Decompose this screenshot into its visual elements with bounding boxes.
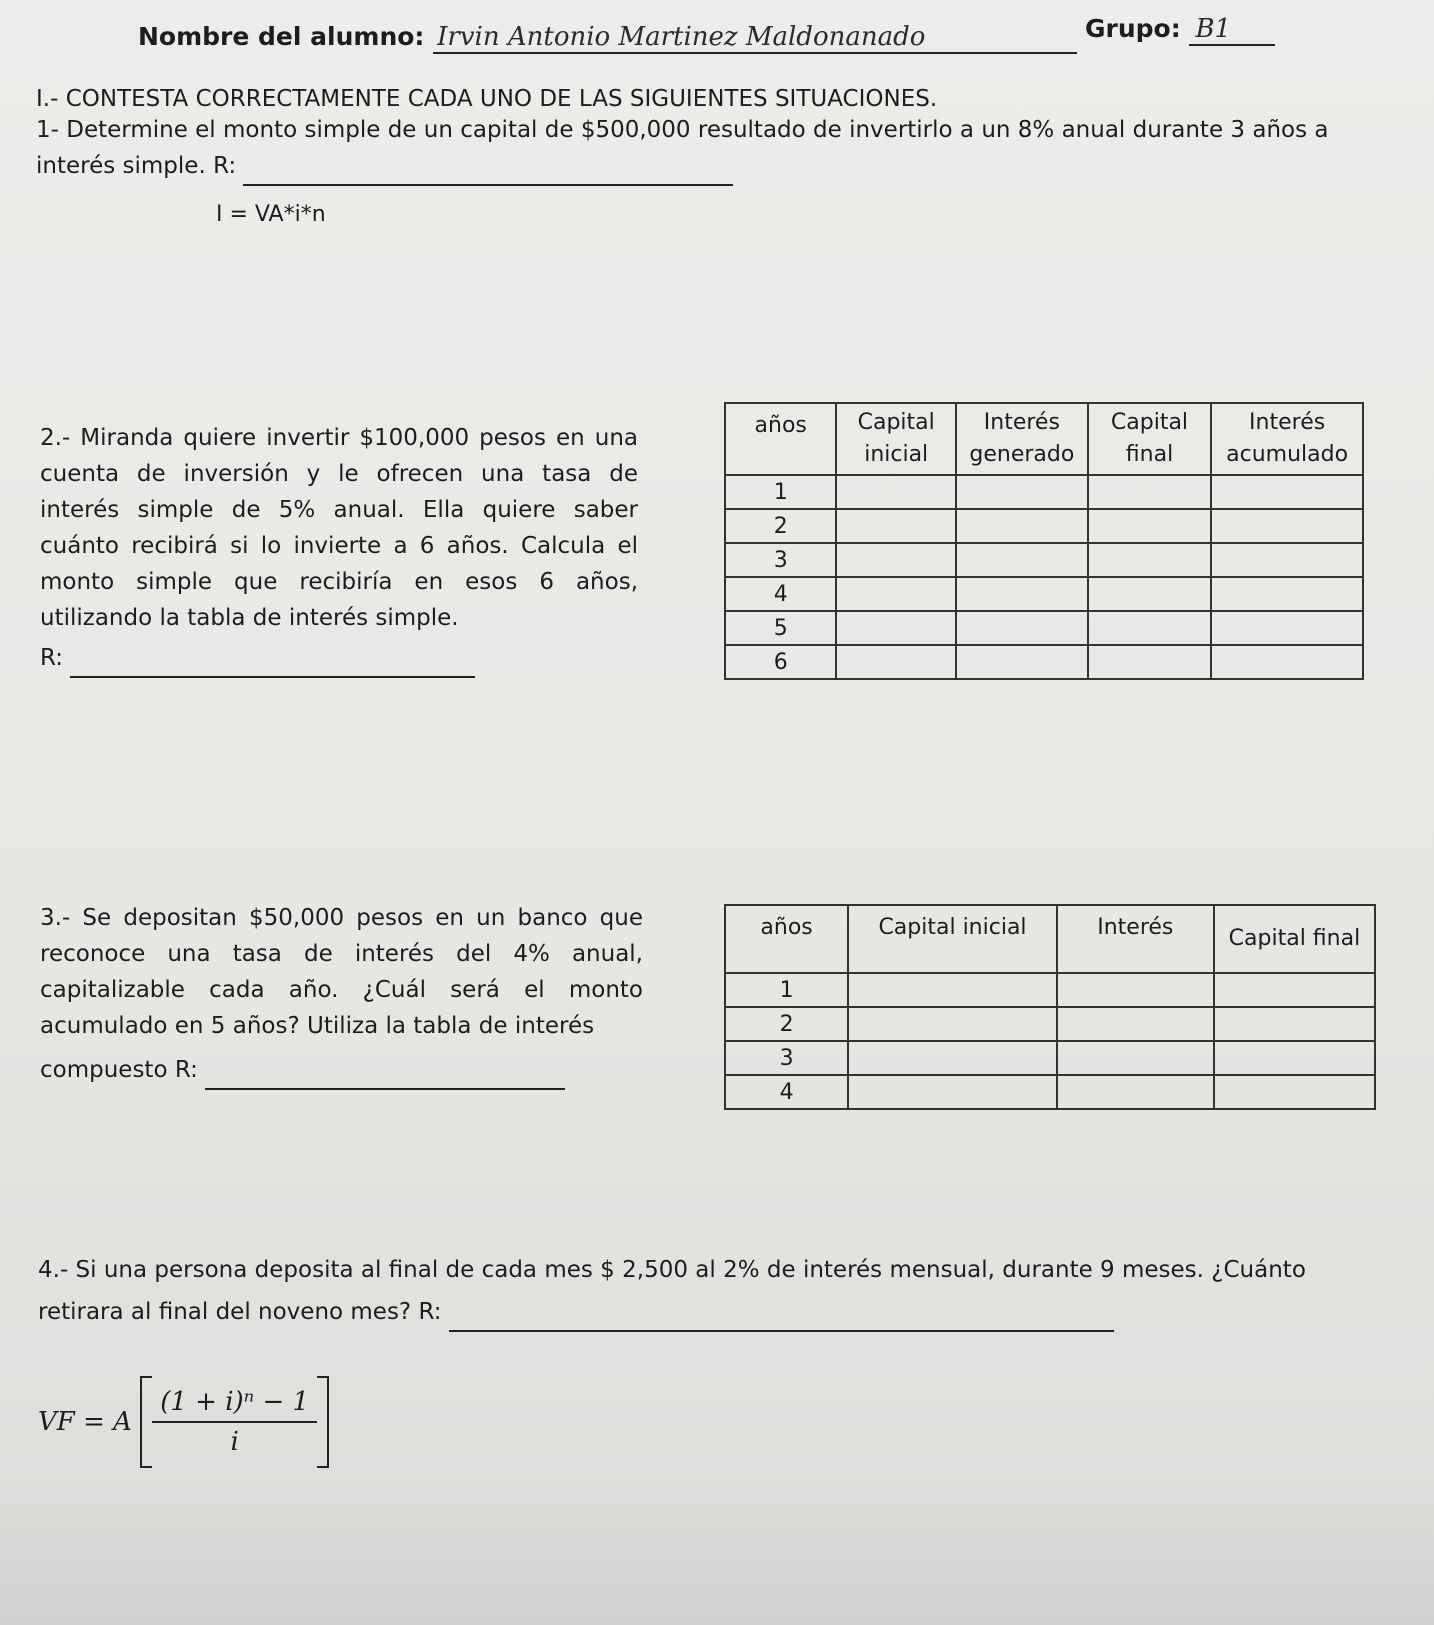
year-cell: 4 [725, 577, 836, 611]
input-cell[interactable] [1214, 1041, 1375, 1075]
input-cell[interactable] [956, 509, 1088, 543]
compound-interest-table [724, 904, 1376, 1110]
question-1-line1: 1- Determine el monto simple de un capital de $500,000 resultado de invertirlo a un 8% anual durante 3 años a [36, 117, 1329, 143]
question-3-last: compuesto R: [40, 1057, 198, 1083]
section-title: I.- CONTESTA CORRECTAMENTE CADA UNO DE LAS SIGUIENTES SITUACIONES. [36, 86, 938, 112]
question-1 [36, 112, 1406, 186]
input-cell[interactable] [1211, 475, 1363, 509]
input-cell[interactable] [1057, 1007, 1214, 1041]
input-cell[interactable] [848, 973, 1057, 1007]
col-anos: años [725, 905, 848, 973]
formula-numerator: (1 + i)ⁿ − 1 [152, 1387, 317, 1423]
input-cell[interactable] [1211, 611, 1363, 645]
input-cell[interactable] [1214, 1007, 1375, 1041]
table-row [725, 1007, 1375, 1041]
table-row [725, 1041, 1375, 1075]
table-header-row [725, 905, 1375, 973]
answer-4-field[interactable] [449, 1294, 1114, 1332]
col-interes-generado: Interés generado [956, 403, 1088, 475]
table-row [725, 543, 1363, 577]
left-bracket [140, 1376, 152, 1468]
answer-2-label: R: [40, 645, 64, 671]
table-row [725, 475, 1363, 509]
group-row [1085, 14, 1275, 46]
input-cell[interactable] [956, 577, 1088, 611]
question-4 [38, 1252, 1418, 1332]
year-cell: 5 [725, 611, 836, 645]
student-name-label: Nombre del alumno: [138, 22, 425, 51]
table-row [725, 1075, 1375, 1109]
input-cell[interactable] [836, 645, 956, 679]
input-cell[interactable] [956, 611, 1088, 645]
input-cell[interactable] [1088, 543, 1212, 577]
col-anos: años [725, 403, 836, 475]
year-cell: 1 [725, 475, 836, 509]
answer-3-field[interactable] [205, 1052, 565, 1090]
formula-simple-interest: I = VA*i*n [216, 202, 326, 227]
answer-1-field[interactable] [243, 148, 733, 186]
input-cell[interactable] [1214, 973, 1375, 1007]
col-interes: Interés [1057, 905, 1214, 973]
input-cell[interactable] [1211, 509, 1363, 543]
input-cell[interactable] [836, 475, 956, 509]
input-cell[interactable] [848, 1041, 1057, 1075]
input-cell[interactable] [1057, 1075, 1214, 1109]
col-interes-acumulado: Interés acumulado [1211, 403, 1363, 475]
input-cell[interactable] [1211, 577, 1363, 611]
formula-lhs: VF = A [38, 1407, 132, 1437]
answer-2-field[interactable] [70, 640, 475, 678]
year-cell: 4 [725, 1075, 848, 1109]
input-cell[interactable] [1211, 645, 1363, 679]
student-name-row [138, 22, 1077, 54]
formula-fraction [152, 1387, 317, 1457]
table-header-row [725, 403, 1363, 475]
input-cell[interactable] [848, 1075, 1057, 1109]
question-1-line2: interés simple. R: [36, 153, 237, 179]
group-label: Grupo: [1085, 14, 1181, 43]
question-4-line2: retirara al final del noveno mes? R: [38, 1299, 442, 1325]
col-capital-final: Capital final [1088, 403, 1212, 475]
page-shadow [0, 1465, 1434, 1625]
input-cell[interactable] [956, 475, 1088, 509]
input-cell[interactable] [1211, 543, 1363, 577]
input-cell[interactable] [1088, 509, 1212, 543]
formula-future-value [38, 1376, 329, 1468]
year-cell: 2 [725, 1007, 848, 1041]
year-cell: 1 [725, 973, 848, 1007]
col-capital-inicial: Capital inicial [848, 905, 1057, 973]
input-cell[interactable] [956, 645, 1088, 679]
answer-3-row [40, 1052, 565, 1090]
col-capital-final: Capital final [1214, 905, 1375, 973]
input-cell[interactable] [836, 611, 956, 645]
table-row [725, 973, 1375, 1007]
table-row [725, 645, 1363, 679]
input-cell[interactable] [1057, 973, 1214, 1007]
group-field[interactable]: B1 [1189, 14, 1275, 46]
input-cell[interactable] [1088, 645, 1212, 679]
table-row [725, 611, 1363, 645]
year-cell: 2 [725, 509, 836, 543]
student-name-field[interactable]: Irvin Antonio Martinez Maldonanado [433, 22, 1077, 54]
input-cell[interactable] [956, 543, 1088, 577]
year-cell: 6 [725, 645, 836, 679]
formula-denominator: i [230, 1427, 239, 1457]
input-cell[interactable] [1088, 611, 1212, 645]
input-cell[interactable] [1088, 475, 1212, 509]
input-cell[interactable] [1088, 577, 1212, 611]
year-cell: 3 [725, 543, 836, 577]
answer-2-row [40, 640, 475, 678]
year-cell: 3 [725, 1041, 848, 1075]
question-4-line1: 4.- Si una persona deposita al final de cada mes $ 2,500 al 2% de interés mensual, durante 9 meses. ¿Cuánto [38, 1257, 1306, 1283]
input-cell[interactable] [848, 1007, 1057, 1041]
question-3-text: 3.- Se depositan $50,000 pesos en un banco que reconoce una tasa de interés del 4% anual, capitalizable cada año. ¿Cuál será el monto acumulado en 5 años? Utiliza la tabla de interés [40, 905, 643, 1039]
input-cell[interactable] [836, 543, 956, 577]
table-row [725, 577, 1363, 611]
input-cell[interactable] [1214, 1075, 1375, 1109]
col-capital-inicial: Capital inicial [836, 403, 956, 475]
right-bracket [317, 1376, 329, 1468]
input-cell[interactable] [1057, 1041, 1214, 1075]
table-row [725, 509, 1363, 543]
question-2-text: 2.- Miranda quiere invertir $100,000 pesos en una cuenta de inversión y le ofrecen una tasa de interés simple de 5% anual. Ella quiere saber cuánto recibirá si lo invierte a 6 años. Calcula el monto simple que recibiría en esos 6 años, utilizando la tabla de interés simple. [40, 425, 638, 631]
input-cell[interactable] [836, 509, 956, 543]
simple-interest-table [724, 402, 1364, 680]
input-cell[interactable] [836, 577, 956, 611]
